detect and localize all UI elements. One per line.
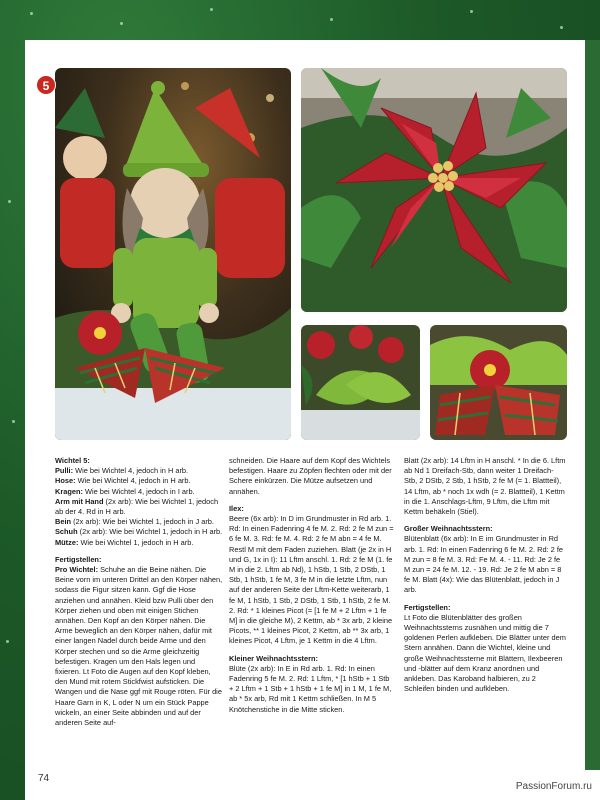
- section-title-grosser-stern: Großer Weihnachtsstern:: [404, 524, 493, 534]
- instruction-line: Pulli: Wie bei Wichtel 4, jedoch in H arb.: [55, 466, 189, 476]
- section-title-kleiner-stern: Kleiner Weihnachtsstern:: [229, 653, 318, 663]
- instruction-line: Mütze: Wie bei Wichtel 1, jedoch in H arb.: [55, 537, 194, 547]
- ilex-text: Beere (6x arb): In D im Grundmuster in Rd arb. 1. Rd: In einen Fadenring 4 fe M. 2. Rd: 2 fe M zun = 6 fe M. 3. Rd: fe M. 4. Rd: 2 fe M abn = 4 fe M. Restl M mit dem Faden zuziehen. Blatt (je 2x in H und G, 1x in I): 11 Lftm anschl. 1. Rd: 2 fe M (1. fe M in die 2. Lftm ab Nd), 1 hStb, 1 Stb, 2 DStb, 1 Stb, 1 hStb, 1 fe M, 3 fe M in die letzte Lftm, nun auf der anderen Seite der Lftm-Kette weiterarb, 1 fe M, 1 hStb, 1 Stb, 2 DStb, 1 Stb, 1 hStb, 2 fe M. 2. Rd: * 1 kleines Picot (= [1 fe M + 2 Lftm + 1 fe M] in die gleiche M), 2 Kettm, ab * 3x arb, 2 kleine Picots, ** 1 kleines Picot, 2 Kettm, ab ** 3x arb, 1 kleines Picot, 4 Lftm, je 1 Kettm in die 4 Lftm.: [229, 514, 394, 646]
- kleiner-stern-text: Blüte (2x arb): In E in Rd arb. 1. Rd: In einen Fadenring 5 fe M. 2. Rd: 1 Lftm, * [1 hStb + 1 Stb + 2 Lftm + 1 Stb + 1 hStb + 1 fe M] in 1 M, 1 fe M, ab * 5x arb, Rd mit 1 Kettm schließen. In M 5 Knötchenstiche in die Mitte sticken.: [229, 663, 392, 714]
- elf-photo: [55, 68, 291, 440]
- instruction-line: Kragen: Wie bei Wichtel 4, jedoch in I arb.: [55, 486, 195, 496]
- section-title-fertigstellen-2: Fertigstellen:: [404, 602, 451, 612]
- page-number: 74: [38, 773, 50, 784]
- instruction-line: Arm mit Hand (2x arb): Wie bei Wichtel 1, jedoch ab der 4. Rd in H arb.: [55, 496, 219, 517]
- section-title-fertigstellen: Fertigstellen:: [55, 554, 102, 564]
- photo-number-badge: 5: [36, 75, 56, 95]
- finishing-text: Pro Wichtel: Schuhe an die Beine nähen. Die Beine vorn im unteren Drittel an den Körper nähen, sodass die Figur sitzen kann. Ggf die Hose anziehen und annähen. Kleid bzw Pulli über den Körper ziehen und oben mit einigen Stichen annähen. Den Kopf an den Körper nähen. Die Arme beweglich an den Körper nähen, dafür mit einer langen Nadel durch beide Arme und den Körper stechen und so die Arme gleichzeitig befestigen. Kragen um den Hals legen und fixieren. Lt Foto die Augen auf den Kopf kleben, den Mund mit rotem Stickfwist aufsticken. Die Wangen und die Nase ggf mit Rouge röten. Für die Haare Garn in K, L oder N um ein Stück Pappe wickeln, an einer Seite abbinden und auf der anderen Seite auf-: [55, 565, 223, 728]
- page-edge-stripe: [562, 40, 600, 770]
- small-poinsettia-photo: [430, 325, 567, 440]
- section-title-ilex: Ilex:: [229, 503, 244, 513]
- text-column-3: [404, 456, 566, 694]
- footer-bar: [25, 770, 600, 800]
- section-title-wichtel5: Wichtel 5:: [55, 456, 90, 465]
- blatt-text: Blatt (2x arb): 14 Lftm in H anschl. * In die 6. Lftm ab Nd 1 Dreifach-Stb, dann weiter 1 Dreifach-Stb, 2 DStb, 2 Stb, 1 hStb, 2 fe M (= 1. Blattteil), 14 Lftm, ab * noch 1x wdh (= 2. Blattteil), 1 Kettm in die 1. Anschlags-Lftm, 9 Lftm, die Lftm mit Kettm behäkeln (Stiel).: [404, 456, 566, 517]
- text-column-1: [55, 456, 223, 728]
- finishing-continued: schneiden. Die Haare auf dem Kopf des Wichtels befestigen. Haare zu Zöpfen flechten oder mit der Schere einkürzen. Die Mütze aufsetzen und annähen.: [229, 456, 392, 496]
- finishing-text-2: Lt Foto die Blütenblätter des großen Weihnachtssterns zusnähen und mittig die 7 goldenen Perlen aufkleben. Die Blätter unter dem Stern annähen. Dann die Wichtel, kleine und große Weihnachtssterne mit Blättern, Ilexbeeren und -blätter auf dem Kranz anordnen und ankleben. Das Karoband halbieren, zu 2 Schleifen binden und aufkleben.: [404, 612, 566, 694]
- instruction-line: Schuh (2x arb): Wie bei Wichtel 1, jedoch in H arb.: [55, 527, 223, 537]
- holly-photo: [301, 325, 420, 440]
- poinsettia-photo: [301, 68, 567, 312]
- grosser-stern-text: Blütenblatt (6x arb): In E im Grundmuster in Rd arb. 1. Rd: In einen Fadenring 6 fe M. 2. Rd: 2 fe M zun = 8 fe M. 3. Rd: Fe M. 4. - 11. Rd: Je 2 fe M zun = 24 fe M. 12. - 19. Rd: Je 2 fe M abn = 8 fe M. Blatt (4x): Wie das Blütenblatt, jedoch in J arb.: [404, 534, 563, 595]
- text-column-2: [229, 456, 394, 715]
- instruction-line: Bein (2x arb): Wie bei Wichtel 1, jedoch in J arb.: [55, 517, 214, 527]
- instruction-line: Hose: Wie bei Wichtel 4, jedoch in H arb.: [55, 476, 191, 486]
- site-watermark: PassionForum.ru: [515, 781, 592, 792]
